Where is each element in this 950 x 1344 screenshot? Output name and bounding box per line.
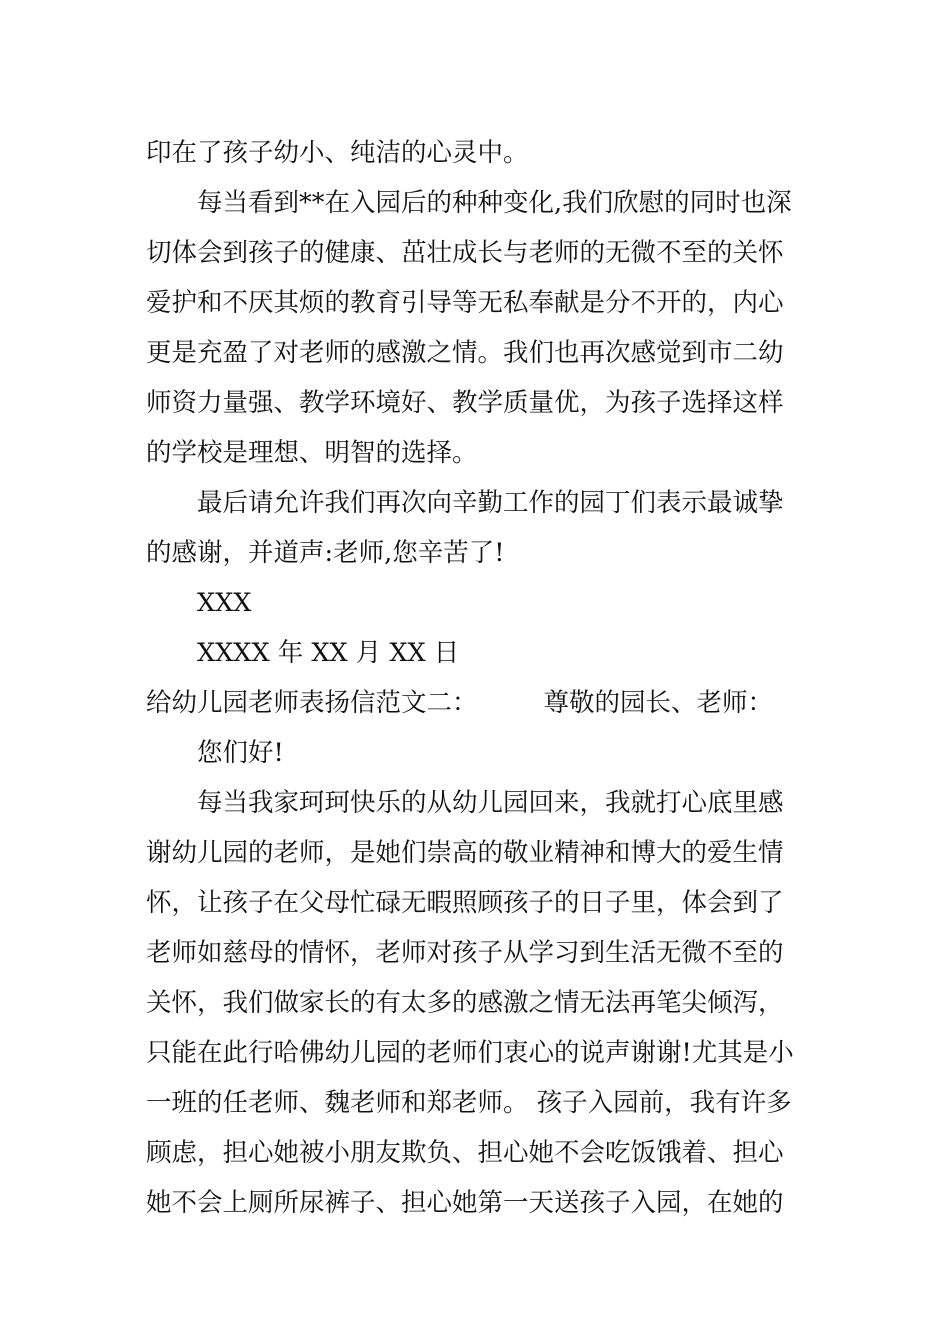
text-line: 您们好! bbox=[197, 738, 284, 768]
text-line: 印在了孩子幼小、纯洁的心灵中。 bbox=[146, 138, 529, 168]
text-line: XXXX 年 XX 月 XX 日 bbox=[197, 638, 460, 668]
section-title: 给幼儿园老师表扬信范文二： bbox=[146, 688, 478, 718]
text-block-after bbox=[146, 728, 808, 1228]
text-line: 爱护和不厌其烦的教育引导等无私奉献是分不开的，内心 bbox=[146, 288, 784, 318]
text-line: 的感谢，并道声:老师,您辛苦了! bbox=[146, 538, 505, 568]
text-line: 谢幼儿园的老师，是她们崇高的敬业精神和博大的爱生情 bbox=[146, 838, 784, 868]
text-line: 只能在此行哈佛幼儿园的老师们衷心的说声谢谢!尤其是小 bbox=[146, 1038, 794, 1068]
section-heading bbox=[146, 678, 808, 728]
text-line: 每当看到**在入园后的种种变化,我们欣慰的同时也深 bbox=[197, 188, 792, 218]
text-line: 怀，让孩子在父母忙碌无暇照顾孩子的日子里，体会到了 bbox=[146, 888, 784, 918]
text-block-before bbox=[146, 128, 808, 678]
text-line: 最后请允许我们再次向辛勤工作的园丁们表示最诚挚 bbox=[197, 488, 784, 518]
salutation: 尊敬的园长、老师： bbox=[543, 688, 774, 718]
text-line: XXX bbox=[197, 588, 252, 618]
document-body bbox=[146, 128, 808, 1228]
text-line: 更是充盈了对老师的感激之情。我们也再次感觉到市二幼 bbox=[146, 338, 784, 368]
text-line: 每当我家珂珂快乐的从幼儿园回来，我就打心底里感 bbox=[197, 788, 784, 818]
text-line: 一班的任老师、魏老师和郑老师。 孩子入园前，我有许多 bbox=[146, 1088, 792, 1118]
text-line: 的学校是理想、明智的选择。 bbox=[146, 438, 478, 468]
text-line: 顾虑，担心她被小朋友欺负、担心她不会吃饭饿着、担心 bbox=[146, 1138, 784, 1168]
text-line: 切体会到孩子的健康、茁壮成长与老师的无微不至的关怀 bbox=[146, 238, 784, 268]
text-line: 老师如慈母的情怀，老师对孩子从学习到生活无微不至的 bbox=[146, 938, 784, 968]
text-line: 关怀，我们做家长的有太多的感激之情无法再笔尖倾泻， bbox=[146, 988, 784, 1018]
text-line: 她不会上厕所尿裤子、担心她第一天送孩子入园，在她的 bbox=[146, 1188, 784, 1218]
text-line: 师资力量强、教学环境好、教学质量优，为孩子选择这样 bbox=[146, 388, 784, 418]
